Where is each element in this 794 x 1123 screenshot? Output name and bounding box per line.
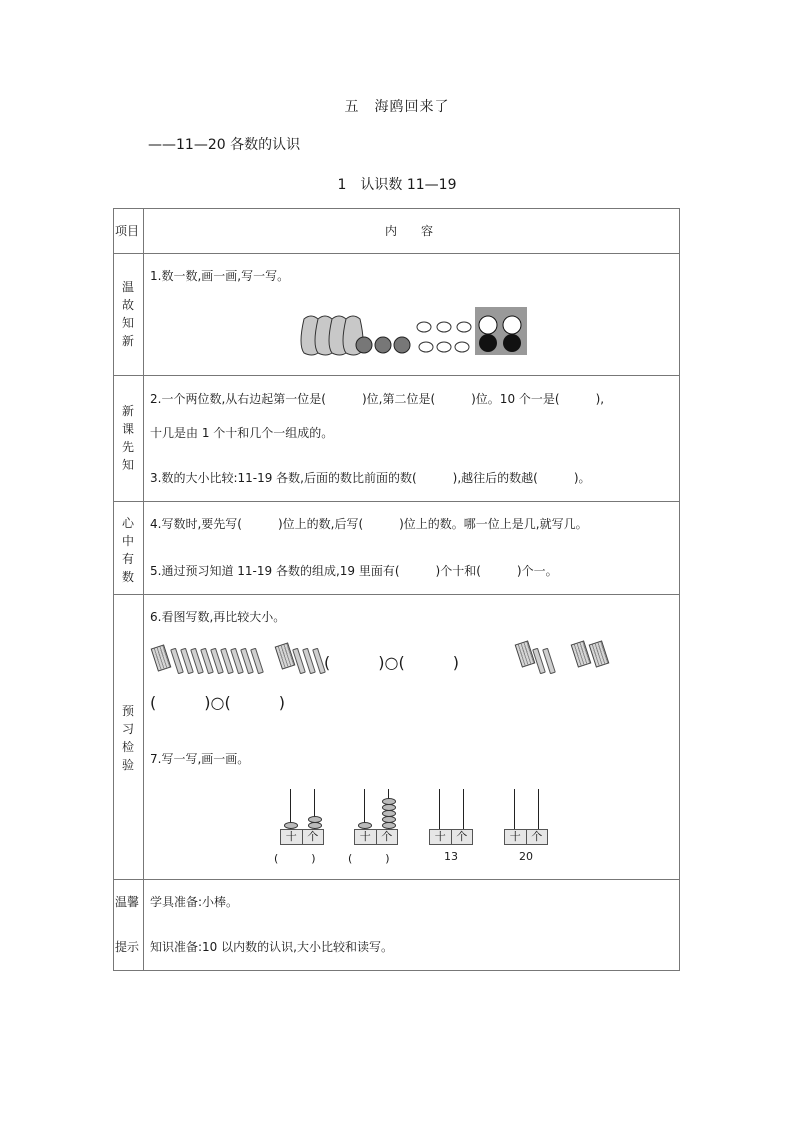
compare-2[interactable]: ( )○( ) — [150, 693, 285, 712]
header-item: 项目 — [115, 224, 140, 238]
label-wenxin: 温馨 — [115, 895, 140, 909]
question-7: 7.写一写,画一画。 — [150, 752, 250, 766]
question-2-line-1: 2.一个两位数,从右边起第一位是( )位,第二位是( )位。10 个一是( ), — [150, 392, 605, 406]
label-xinke: 新 课 先 知 — [121, 404, 134, 472]
tip-2: 知识准备:10 以内数的认识,大小比较和读写。 — [150, 940, 393, 954]
counting-picture — [294, 305, 530, 357]
question-1: 1.数一数,画一画,写一写。 — [150, 269, 290, 283]
label-wengu: 温 故 知 新 — [121, 280, 134, 348]
question-6: 6.看图写数,再比较大小。 — [150, 610, 286, 624]
row-divider — [113, 879, 680, 880]
question-3: 3.数的大小比较:11-19 各数,后面的数比前面的数( ),越往后的数越( )。 — [150, 471, 591, 485]
row-divider — [113, 375, 680, 376]
compare-1[interactable]: ( )○( ) — [324, 653, 459, 672]
row-divider — [113, 501, 680, 502]
question-5: 5.通过预习知道 11-19 各数的组成,19 里面有( )个十和( )个一。 — [150, 564, 558, 578]
tip-1: 学具准备:小棒。 — [150, 895, 239, 909]
row-divider — [113, 594, 680, 595]
row-divider — [113, 253, 680, 254]
chapter-title: 五 海鸥回来了 — [344, 99, 450, 115]
question-2-line-2: 十几是由 1 个十和几个一组成的。 — [150, 426, 334, 440]
apple-group — [356, 337, 410, 353]
question-4: 4.写数时,要先写( )位上的数,后写( )位上的数。哪一位上是几,就写几。 — [150, 517, 588, 531]
label-xinzhong: 心 中 有 数 — [121, 516, 134, 584]
column-divider — [143, 208, 144, 971]
chick-group — [417, 322, 471, 352]
chapter-subtitle: ——11—20 各数的认识 — [148, 137, 301, 153]
panda-group — [475, 307, 527, 355]
lesson-title: 1 认识数 11—19 — [337, 177, 457, 193]
label-tishi: 提示 — [115, 940, 140, 954]
pear-group — [301, 316, 363, 355]
label-yuxi: 预 习 检 验 — [121, 704, 134, 772]
header-content: 内 容 — [385, 224, 434, 238]
